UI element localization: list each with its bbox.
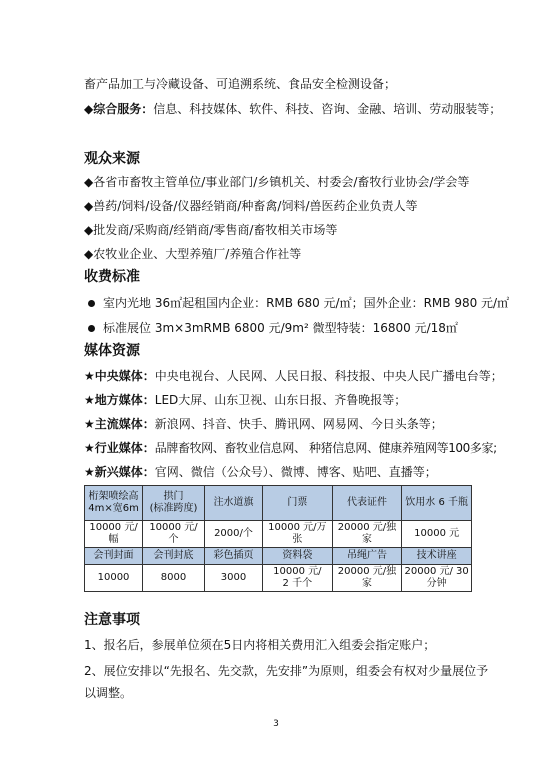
table-cell: 10000 元/ 2 千个 bbox=[263, 565, 333, 592]
media-item bbox=[84, 392, 406, 408]
audience-item bbox=[84, 174, 469, 190]
table-header-cell: 会刊封底 bbox=[143, 548, 205, 565]
media-item-text: 新浪网、抖音、快手、腾讯网、网易网、今日头条等； bbox=[154, 417, 443, 431]
services-text: 信息、科技媒体、软件、科技、咨询、金融、培训、劳动服装等； bbox=[153, 102, 502, 116]
table-cell: 20000 元/独 家 bbox=[332, 521, 402, 548]
media-item bbox=[84, 464, 437, 480]
audience-item-text: 兽药/饲料/设备/仪器经销商/种畜禽/饲料/兽医药企业负责人等 bbox=[93, 199, 418, 213]
media-item-label: 地方媒体： bbox=[94, 393, 155, 407]
table-header-cell: 资料袋 bbox=[263, 548, 333, 565]
table-cell: 10000 元/幅 bbox=[85, 521, 143, 548]
star-bullet-icon: ★ bbox=[84, 441, 95, 455]
audience-item-text: 农牧业企业、大型养殖厂/养殖合作社等 bbox=[93, 247, 302, 261]
table-header-cell: 代表证件 bbox=[332, 486, 402, 521]
page-number: 3 bbox=[273, 719, 279, 729]
audience-item bbox=[84, 246, 301, 262]
star-bullet-icon: ★ bbox=[84, 417, 95, 431]
media-item-label: 行业媒体： bbox=[94, 441, 155, 455]
table-cell: 2000/个 bbox=[204, 521, 262, 548]
table-cell: 3000 bbox=[204, 565, 262, 592]
table-header-cell: 门票 bbox=[263, 486, 333, 521]
audience-item bbox=[84, 198, 418, 214]
notes-heading: 注意事项 bbox=[84, 612, 140, 628]
services-label: 综合服务： bbox=[93, 102, 154, 116]
media-item-label: 主流媒体： bbox=[94, 417, 155, 431]
table-cell: 10000 元/万张 bbox=[263, 521, 333, 548]
media-item-text: 品牌畜牧网、畜牧业信息网、 种猪信息网、健康养殖网等100多家; bbox=[154, 441, 497, 455]
table-header-cell: 饮用水 6 千瓶 bbox=[402, 486, 472, 521]
diamond-bullet-icon: ◆ bbox=[84, 247, 94, 261]
star-bullet-icon: ★ bbox=[84, 369, 95, 383]
audience-item-text: 各省市畜牧主管单位/事业部门/乡镇机关、村委会/畜牧行业协会/学会等 bbox=[93, 175, 470, 189]
audience-item-text: 批发商/采购商/经销商/零售商/畜牧相关市场等 bbox=[93, 223, 338, 237]
table-cell: 10000 元/ 个 bbox=[143, 521, 205, 548]
round-bullet-icon bbox=[88, 325, 95, 332]
diamond-bullet-icon: ◆ bbox=[84, 223, 94, 237]
fee-item bbox=[84, 295, 509, 311]
table-header-cell: 彩色插页 bbox=[204, 548, 262, 565]
media-item bbox=[84, 440, 497, 456]
table-cell: 20000 元/ 30 分钟 bbox=[402, 565, 472, 592]
table-header-cell: 技术讲座 bbox=[402, 548, 472, 565]
note-line: 2、展位安排以“先报名、先交款，先安排”为原则，组委会有权对少量展位予 bbox=[84, 664, 489, 678]
media-item-text: 中央电视台、人民网、人民日报、科技报、中央人民广播电台等； bbox=[154, 369, 503, 383]
fee-item bbox=[84, 320, 458, 336]
media-item-label: 中央媒体： bbox=[94, 369, 155, 383]
table-header-row bbox=[85, 548, 472, 565]
diamond-bullet-icon: ◆ bbox=[84, 199, 94, 213]
fees-heading: 收费标准 bbox=[84, 269, 140, 285]
table-header-cell: 桁架喷绘高 4m×宽6m bbox=[85, 486, 143, 521]
audience-item bbox=[84, 222, 337, 238]
services-line bbox=[84, 101, 501, 117]
star-bullet-icon: ★ bbox=[84, 465, 95, 479]
ad-pricing-table bbox=[84, 485, 472, 592]
fee-item-text: 室内光地 36㎡起租国内企业：RMB 680 元/㎡；国外企业：RMB 980 元/㎡ bbox=[103, 296, 510, 310]
media-item bbox=[84, 368, 503, 384]
table-cell: 8000 bbox=[143, 565, 205, 592]
table-row bbox=[85, 565, 472, 592]
audience-heading: 观众来源 bbox=[84, 151, 140, 167]
table-row bbox=[85, 521, 472, 548]
media-heading: 媒体资源 bbox=[84, 343, 140, 359]
table-header-cell: 吊绳广告 bbox=[332, 548, 402, 565]
intro-line: 畜产品加工与冷藏设备、可追溯系统、食品安全检测设备； bbox=[84, 77, 397, 91]
table-header-cell: 注水道旗 bbox=[204, 486, 262, 521]
table-cell: 20000 元/独 家 bbox=[332, 565, 402, 592]
table-cell: 10000 元 bbox=[402, 521, 472, 548]
diamond-bullet-icon: ◆ bbox=[84, 175, 94, 189]
media-item bbox=[84, 416, 443, 432]
note-line: 以调整。 bbox=[84, 686, 133, 700]
star-bullet-icon: ★ bbox=[84, 393, 95, 407]
media-item-text: LED大屏、山东卫视、山东日报、齐鲁晚报等； bbox=[154, 393, 407, 407]
table-header-cell: 拱门 (标准跨度) bbox=[143, 486, 205, 521]
table-header-cell: 会刊封面 bbox=[85, 548, 143, 565]
table-header-row bbox=[85, 486, 472, 521]
media-item-text: 官网、微信（公众号）、微博、博客、贴吧、直播等； bbox=[154, 465, 437, 479]
table-cell: 10000 bbox=[85, 565, 143, 592]
note-line: 1、报名后，参展单位须在5日内将相关费用汇入组委会指定账户； bbox=[84, 638, 436, 652]
fee-item-text: 标准展位 3m×3mRMB 6800 元/9m² 微型特装：16800 元/18㎡ bbox=[103, 321, 458, 335]
round-bullet-icon bbox=[88, 300, 95, 307]
diamond-bullet-icon: ◆ bbox=[84, 102, 94, 116]
media-item-label: 新兴媒体： bbox=[94, 465, 155, 479]
